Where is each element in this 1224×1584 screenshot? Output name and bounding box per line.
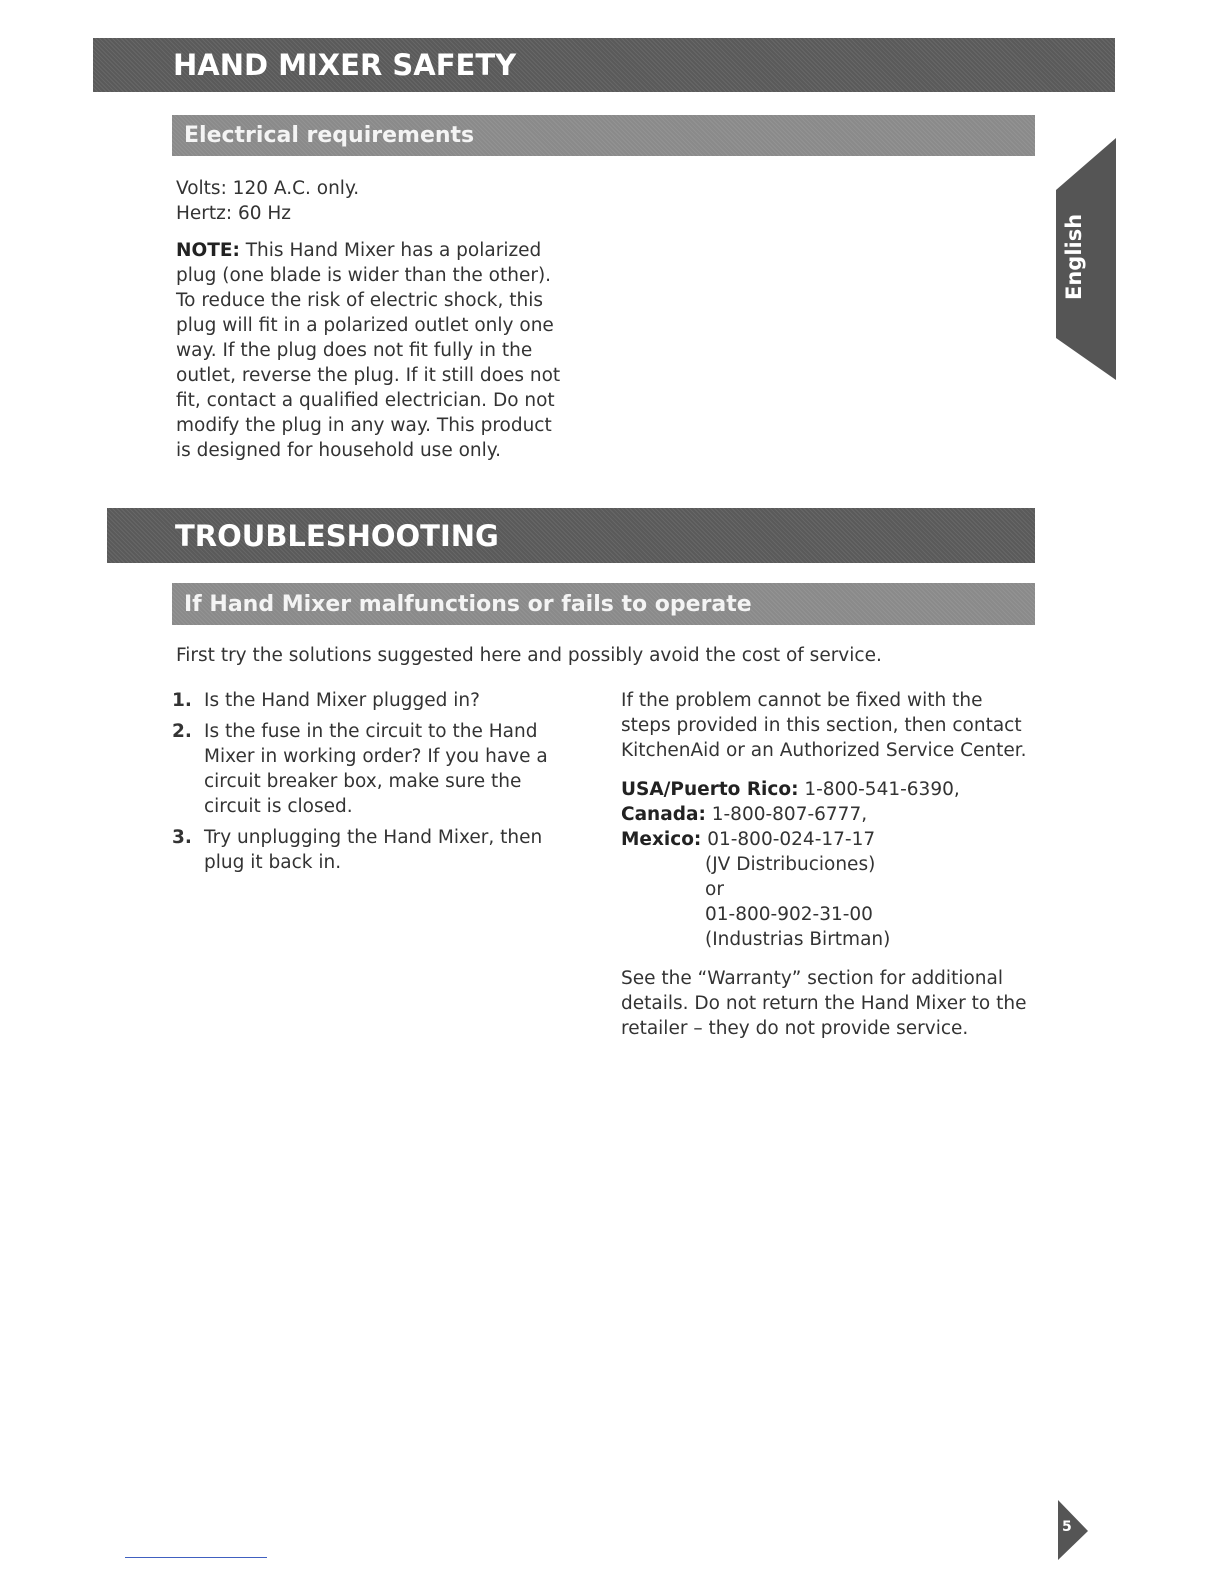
- steps-list: [172, 688, 552, 881]
- step-text: Is the Hand Mixer plugged in?: [204, 690, 480, 711]
- step-item: [172, 688, 552, 713]
- contact-info: [621, 688, 1031, 1041]
- electrical-subheading: Electrical requirements: [172, 115, 1035, 156]
- usa-contact: [621, 777, 1031, 802]
- electrical-text: [176, 176, 561, 463]
- usa-label: USA/Puerto Rico:: [621, 779, 799, 800]
- contact-intro: If the problem cannot be fixed with the steps provided in this section, then contact KitchenAid or an Authorized Service Center.: [621, 690, 1027, 761]
- safety-heading: HAND MIXER SAFETY: [93, 38, 1115, 92]
- step-number: 2.: [172, 721, 192, 742]
- step-text: Is the fuse in the circuit to the Hand Mixer in working order? If you have a circuit breaker box, make sure the circuit is closed.: [204, 721, 548, 817]
- mexico-contact: [621, 827, 1031, 852]
- step-item: [172, 825, 552, 875]
- mexico-provider-2: (Industrias Birtman): [705, 929, 891, 950]
- step-number: 1.: [172, 690, 192, 711]
- note: [176, 238, 561, 463]
- mexico-phone-2: 01-800-902-31-00: [705, 904, 873, 925]
- step-item: [172, 719, 552, 819]
- canada-contact: [621, 802, 1031, 827]
- malfunction-subheading: If Hand Mixer malfunctions or fails to operate: [172, 583, 1035, 625]
- note-text: This Hand Mixer has a polarized plug (one blade is wider than the other). To reduce the risk of electric shock, this plug will fit in a polarized outlet only one way. If the plug does not fit fully in the outlet, reverse the plug. If it still does not fit, contact a qualified electrician. Do not modify the plug in any way. This product is designed for household use only.: [176, 240, 561, 461]
- mexico-label: Mexico:: [621, 829, 702, 850]
- step-text: Try unplugging the Hand Mixer, then plug it back in.: [204, 827, 543, 873]
- note-label: NOTE:: [176, 240, 240, 261]
- footer-rule: [125, 1557, 267, 1558]
- or-text: or: [705, 879, 724, 900]
- canada-label: Canada:: [621, 804, 706, 825]
- hertz: Hertz: 60 Hz: [176, 203, 292, 224]
- volts: Volts: 120 A.C. only.: [176, 178, 360, 199]
- mexico-provider-1: (JV Distribuciones): [705, 854, 876, 875]
- language-label: English: [1062, 213, 1086, 300]
- step-number: 3.: [172, 827, 192, 848]
- troubleshooting-heading: TROUBLESHOOTING: [107, 508, 1035, 563]
- canada-phone: 1-800-807-6777,: [705, 804, 868, 825]
- intro-text: First try the solutions suggested here and possibly avoid the cost of service.: [176, 645, 882, 666]
- warranty-note: See the “Warranty” section for additional details. Do not return the Hand Mixer to the retailer – they do not provide service.: [621, 968, 1027, 1039]
- page-number: 5: [1062, 1519, 1072, 1535]
- usa-phone: 1-800-541-6390,: [798, 779, 960, 800]
- mexico-phone: 01-800-024-17-17: [701, 829, 876, 850]
